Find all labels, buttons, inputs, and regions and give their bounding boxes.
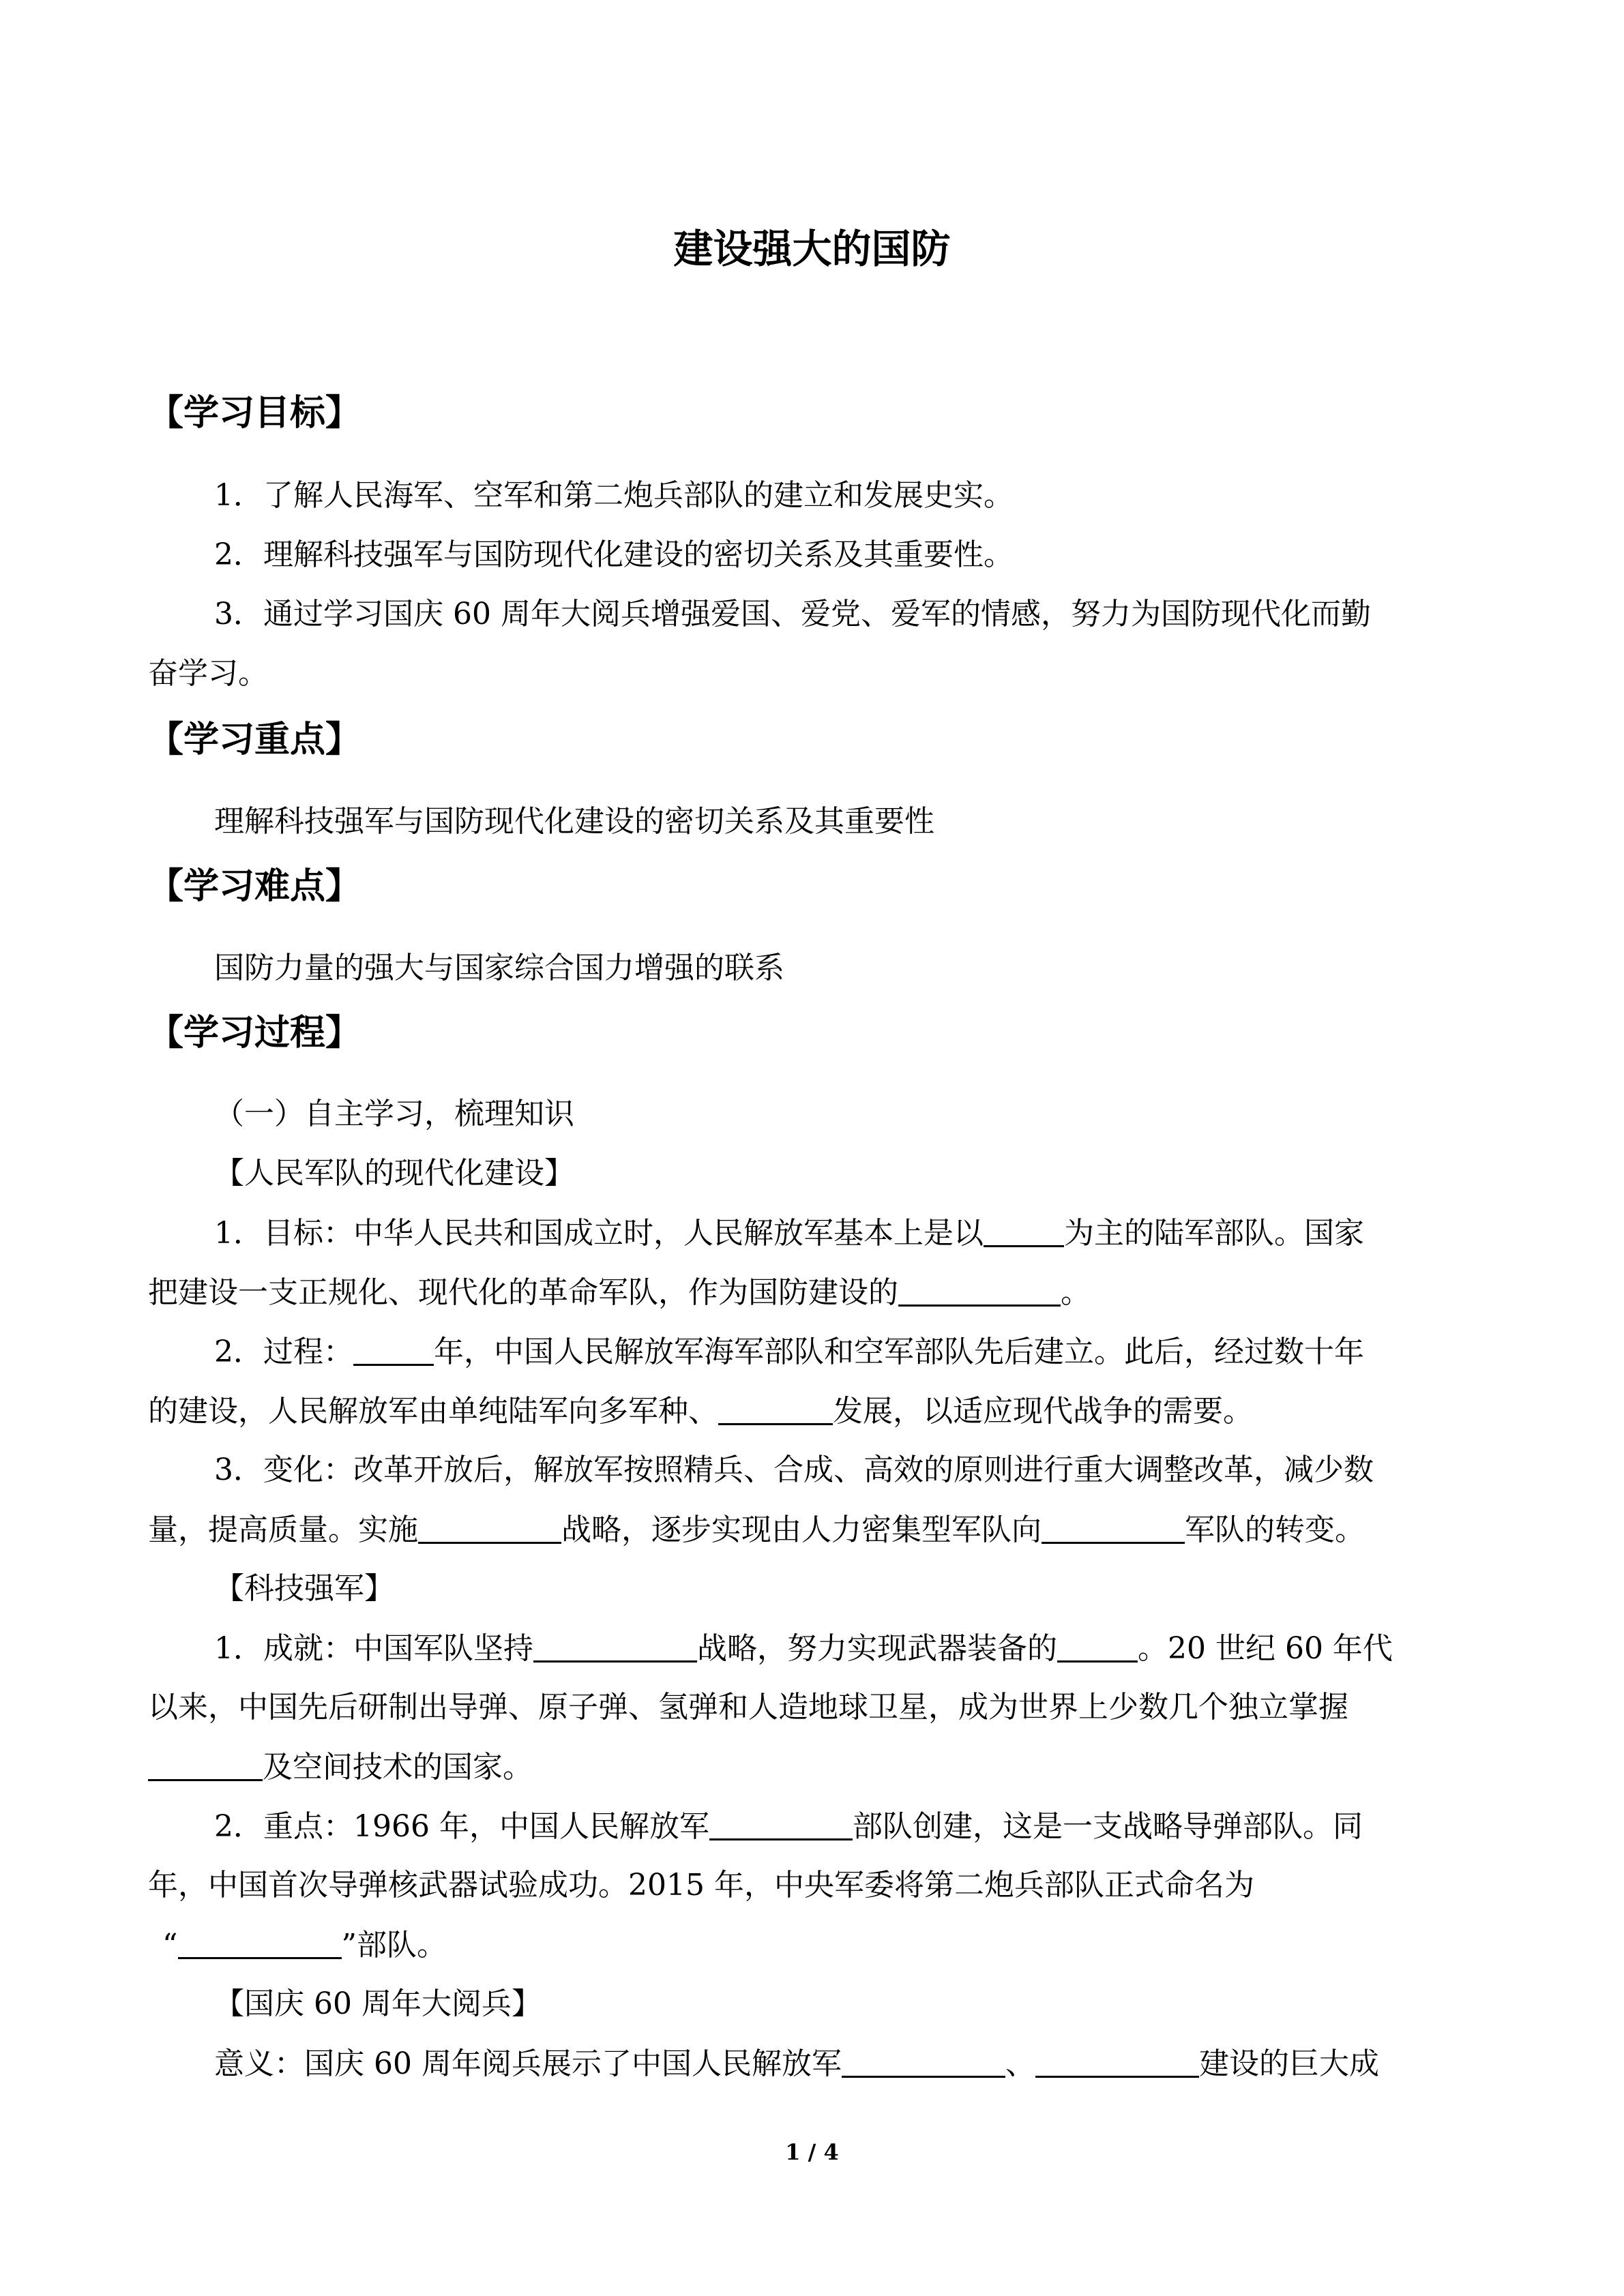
answer-blank[interactable]	[1035, 2048, 1199, 2078]
objective-item-3-cont: 奋学习。	[148, 656, 268, 691]
topic-tech-military: 【科技强军】	[214, 1571, 394, 1606]
answer-blank[interactable]	[1057, 1633, 1138, 1663]
army-change-line-2: 量，提高质量。实施 战略，逐步实现由人力密集型军队向 军队的转变。	[148, 1512, 1365, 1547]
objective-item-1: 1．了解人民海军、空军和第二炮兵部队的建立和发展史实。	[214, 478, 1014, 513]
army-goal-line-2: 把建设一支正规化、现代化的革命军队，作为国防建设的 。	[148, 1275, 1091, 1310]
tech-achievement-line-2: 以来，中国先后研制出导弹、原子弹、氢弹和人造地球卫星，成为世界上少数几个独立掌握	[148, 1690, 1348, 1725]
topic-army-modernization: 【人民军队的现代化建设】	[214, 1156, 574, 1191]
answer-blank[interactable]	[148, 1752, 263, 1781]
army-change-line-1: 3．变化：改革开放后，解放军按照精兵、合成、高效的原则进行重大调整改革，减少数	[214, 1452, 1374, 1487]
page-number: 1 / 4	[785, 2139, 839, 2165]
tech-achievement-line-1: 1．成就：中国军队坚持 战略，努力实现武器装备的 。20 世纪 60 年代	[214, 1631, 1393, 1666]
answer-blank[interactable]	[178, 1930, 342, 1959]
answer-blank[interactable]	[709, 1811, 853, 1840]
answer-blank[interactable]	[353, 1337, 434, 1366]
tech-achievement-line-3: 及空间技术的国家。	[148, 1752, 533, 1783]
self-study-subheading: （一）自主学习，梳理知识	[214, 1097, 574, 1131]
objectives-heading: 【学习目标】	[148, 393, 361, 434]
tech-focus-line-3: “ ”部队。	[162, 1928, 447, 1963]
key-points-text: 理解科技强军与国防现代化建设的密切关系及其重要性	[214, 804, 934, 839]
parade-significance-line: 意义：国庆 60 周年阅兵展示了中国人民解放军 、 建设的巨大成	[214, 2046, 1379, 2081]
answer-blank[interactable]	[718, 1396, 833, 1425]
answer-blank[interactable]	[984, 1218, 1064, 1247]
answer-blank[interactable]	[533, 1633, 697, 1663]
tech-focus-line-1: 2．重点：1966 年，中国人民解放军 部队创建，这是一支战略导弹部队。同	[214, 1809, 1363, 1844]
document-title: 建设强大的国防	[673, 226, 951, 272]
process-heading: 【学习过程】	[148, 1013, 361, 1054]
objective-item-3: 3．通过学习国庆 60 周年大阅兵增强爱国、爱党、爱军的情感，努力为国防现代化而勤	[214, 597, 1371, 631]
difficulties-text: 国防力量的强大与国家综合国力增强的联系	[214, 951, 784, 985]
objective-item-2: 2．理解科技强军与国防现代化建设的密切关系及其重要性。	[214, 537, 1014, 572]
answer-blank[interactable]	[898, 1277, 1061, 1307]
key-points-heading: 【学习重点】	[148, 719, 361, 760]
answer-blank[interactable]	[842, 2048, 1005, 2078]
army-goal-line-1: 1．目标：中华人民共和国成立时，人民解放军基本上是以 为主的陆军部队。国家	[214, 1216, 1364, 1251]
answer-blank[interactable]	[1042, 1515, 1185, 1544]
army-process-line-1: 2．过程： 年，中国人民解放军海军部队和空军部队先后建立。此后，经过数十年	[214, 1335, 1364, 1369]
answer-blank[interactable]	[418, 1515, 561, 1544]
tech-focus-line-2: 年，中国首次导弹核武器试验成功。2015 年，中央军委将第二炮兵部队正式命名为	[148, 1868, 1254, 1903]
army-process-line-2: 的建设，人民解放军由单纯陆军向多军种、 发展，以适应现代战争的需要。	[148, 1394, 1253, 1429]
topic-parade: 【国庆 60 周年大阅兵】	[214, 1986, 542, 2021]
difficulties-heading: 【学习难点】	[148, 866, 361, 907]
